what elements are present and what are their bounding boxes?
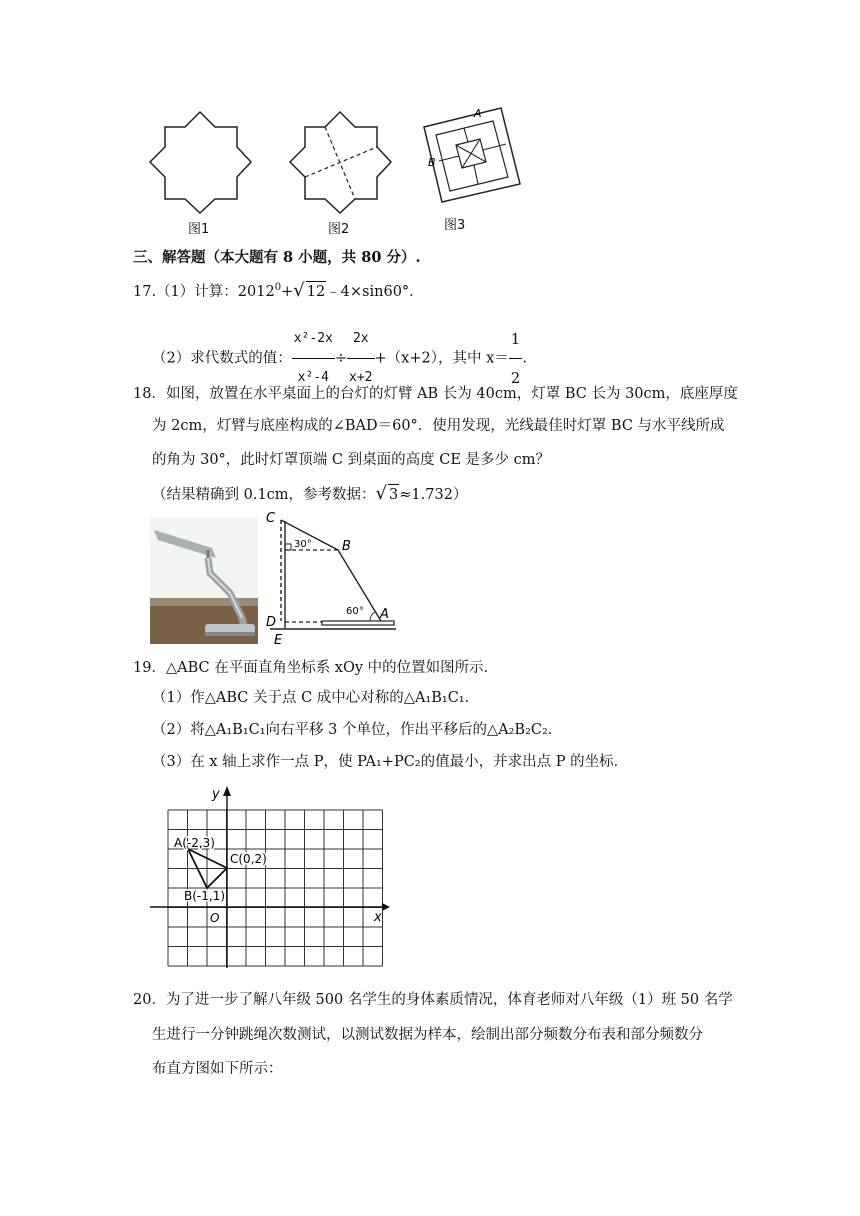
lamp-diagram xyxy=(262,508,402,648)
q17-f1-den: x²-4 xyxy=(297,370,329,385)
q19-line4: （3）在 x 轴上求作一点 P，使 PA₁+PC₂的值最小，并求出点 P 的坐标． xyxy=(152,754,629,770)
q17-p1-plus: + xyxy=(281,283,294,300)
q18-line3: 的角为 30°，此时灯罩顶端 C 到桌面的高度 CE 是多少 cm？ xyxy=(152,452,550,468)
q17-p2-mid: +（x+2），其中 x＝ xyxy=(374,350,509,367)
q17-p2-prefix: （2）求代数式的值： xyxy=(152,350,292,367)
star-figure-1 xyxy=(148,110,253,215)
origin-label: O xyxy=(210,911,220,925)
q17-part1 xyxy=(133,278,424,302)
q17-f3-num: 1 xyxy=(509,320,523,359)
section-heading: 三、解答题（本大题有 8 小题，共 80 分）. xyxy=(133,249,421,266)
lamp-label-d: D xyxy=(266,615,277,630)
q18-line4 xyxy=(152,484,467,505)
q17-f1-num: x²-2x xyxy=(292,320,335,359)
q20-line3: 布直方图如下所示： xyxy=(152,1061,283,1077)
q17-number: 17. xyxy=(133,283,157,300)
fig1-caption: 图1 xyxy=(188,222,210,237)
point-a-label: A(-2,3) xyxy=(174,836,215,850)
fig3-label-a: A xyxy=(474,107,482,120)
q17-p1-prefix: （1）计算：2012 xyxy=(156,283,275,300)
figure-row xyxy=(140,107,530,240)
fig3-caption: 图3 xyxy=(444,218,466,233)
grid-lines xyxy=(168,810,383,966)
q17-div: ÷ xyxy=(334,350,348,367)
lamp-label-e: E xyxy=(274,633,283,648)
q17-p1-rest: ﹣4×sin60°． xyxy=(326,283,424,300)
q19-line2: （1）作△ABC 关于点 C 成中心对称的△A₁B₁C₁． xyxy=(152,690,480,706)
coordinate-grid xyxy=(150,784,390,974)
q18-line1: 18．如图，放置在水平桌面上的台灯的灯臂 AB 长为 40cm，灯罩 BC 长为 30cm，底座厚度 xyxy=(133,386,738,402)
q18-line4-prefix: （结果精确到 0.1cm，参考数据： xyxy=(152,487,376,503)
fig3-label-b: B xyxy=(428,156,436,169)
axis-y-label: y xyxy=(212,787,220,802)
q20-line2: 生进行一分钟跳绳次数测试，以测试数据为样本，绘制出部分频数分布表和部分频数分 xyxy=(152,1027,703,1043)
sqrt-sign: √ xyxy=(293,279,305,301)
q19-line1: 19．△ABC 在平面直角坐标系 xOy 中的位置如图所示． xyxy=(133,660,499,676)
axis-x-label: x xyxy=(374,910,382,925)
sqrt-sign: √ xyxy=(375,483,388,504)
star-figure-2 xyxy=(288,110,393,215)
q20-line1: 20．为了进一步了解八年级 500 名学生的身体素质情况，体育老师对八年级（1）班 50 名学 xyxy=(133,992,733,1008)
desk-lamp-photo xyxy=(150,518,258,644)
q17-p2-end: . xyxy=(522,350,527,367)
q18-radicand: 3 xyxy=(388,484,399,505)
lamp-angle-30: 30° xyxy=(294,539,312,550)
q17-p1-exp: 0 xyxy=(274,282,282,293)
lamp-label-b: B xyxy=(342,539,351,554)
q19-line3: （2）将△A₁B₁C₁向右平移 3 个单位，作出平移后的△A₂B₂C₂． xyxy=(152,722,563,738)
point-c-label: C(0,2) xyxy=(230,852,267,866)
q17-p1-radicand: 12 xyxy=(306,281,326,302)
lamp-angle-60: 60° xyxy=(346,606,364,617)
q17-f3-den: 2 xyxy=(510,369,521,387)
q18-line4-suffix: ≈1.732） xyxy=(399,487,468,503)
fig2-caption: 图2 xyxy=(328,222,350,237)
lamp-label-a: A xyxy=(380,607,389,622)
point-b-label: B(-1,1) xyxy=(184,889,226,903)
q17-f2-num: 2x xyxy=(347,320,374,359)
q17-f2-den: x+2 xyxy=(349,370,373,385)
lamp-label-c: C xyxy=(266,511,276,526)
q18-line2: 为 2cm，灯臂与底座构成的∠BAD＝60°．使用发现，光线最佳时灯罩 BC 与水平线所成 xyxy=(152,418,725,434)
square-figure-3 xyxy=(416,102,526,214)
